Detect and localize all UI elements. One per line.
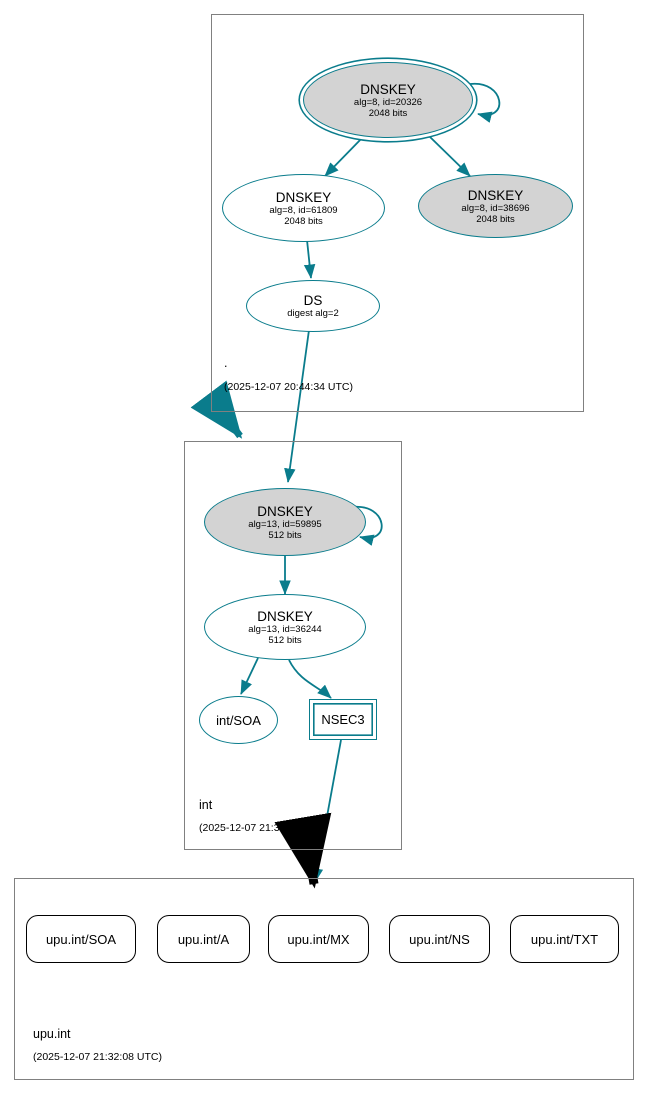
node-int-nsec3[interactable] — [309, 699, 377, 740]
node-label-line2: alg=8, id=61809 — [269, 204, 338, 216]
node-label-line3: 512 bits — [268, 634, 302, 646]
node-label-line2: alg=8, id=20326 — [353, 96, 423, 108]
node-label-line1: upu.int/NS — [409, 931, 470, 947]
node-upu-mx[interactable] — [268, 915, 369, 963]
node-root-dnskey-61809[interactable] — [222, 174, 385, 242]
node-int-dnskey-59895[interactable] — [204, 488, 366, 556]
node-root-dnskey-20326[interactable] — [303, 62, 473, 138]
zone-label-upu: upu.int — [33, 1027, 71, 1041]
node-label-line1: upu.int/SOA — [45, 931, 117, 947]
node-root-ds[interactable] — [246, 280, 380, 332]
node-label-line1: DNSKEY — [467, 187, 524, 203]
node-label-line3: 2048 bits — [368, 107, 408, 119]
node-root-dnskey-38696[interactable] — [418, 174, 573, 238]
node-label-line1: upu.int/MX — [287, 931, 350, 947]
node-label-line2: alg=13, id=59895 — [248, 518, 322, 530]
zone-label-root: . — [224, 356, 228, 370]
node-label-line1: DNSKEY — [275, 189, 332, 205]
node-label-line1: DNSKEY — [257, 503, 313, 519]
node-label-line2: digest alg=2 — [287, 308, 339, 319]
node-label-line1: DNSKEY — [360, 81, 416, 97]
node-label-line1: DNSKEY — [257, 608, 313, 624]
zone-box-upu — [14, 878, 634, 1080]
node-int-soa[interactable] — [199, 696, 278, 744]
node-label-line2: alg=8, id=38696 — [461, 202, 530, 214]
zone-label-int: int — [199, 798, 213, 812]
zone-timestamp-int: (2025-12-07 21:32:01 UTC) — [199, 822, 328, 834]
node-label-line1: int/SOA — [216, 712, 261, 728]
node-label-line3: 2048 bits — [284, 215, 323, 227]
node-label-line1: DS — [303, 293, 323, 308]
edge-root-zone-to-int-zone — [222, 412, 240, 436]
node-label-line3: 512 bits — [268, 529, 302, 541]
node-int-dnskey-36244[interactable] — [204, 594, 366, 660]
node-upu-txt[interactable] — [510, 915, 619, 963]
zone-timestamp-upu: (2025-12-07 21:32:08 UTC) — [33, 1051, 162, 1063]
node-label-line1: upu.int/A — [177, 931, 230, 947]
zone-timestamp-root: (2025-12-07 20:44:34 UTC) — [224, 381, 353, 393]
node-label-line1: upu.int/TXT — [530, 931, 599, 947]
node-upu-soa[interactable] — [26, 915, 136, 963]
node-label-line2: alg=13, id=36244 — [248, 623, 322, 635]
node-label-line3: 2048 bits — [476, 213, 515, 225]
node-upu-a[interactable] — [157, 915, 250, 963]
node-upu-ns[interactable] — [389, 915, 490, 963]
node-label-line1: NSEC3 — [321, 712, 365, 727]
